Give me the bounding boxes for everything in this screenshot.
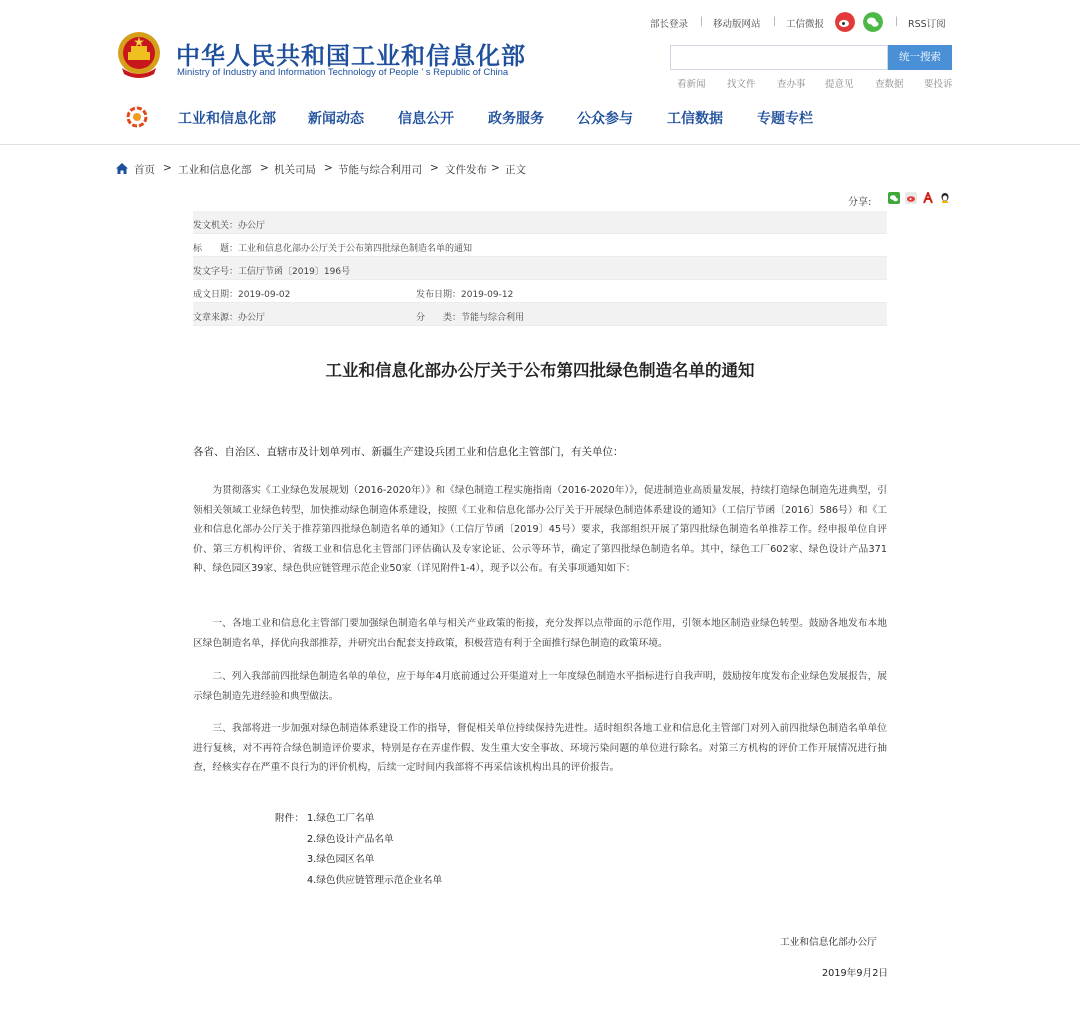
mobile-site-link[interactable]: 移动版网站 xyxy=(713,19,761,30)
nav-item-data[interactable]: 工信数据 xyxy=(667,111,723,127)
attachments-label: 附件： xyxy=(275,813,305,824)
nav-item-news[interactable]: 新闻动态 xyxy=(308,111,364,127)
quick-link-files[interactable]: 找文件 xyxy=(727,79,756,90)
article-paragraph: 为贯彻落实《工业绿色发展规划（2016-2020年）》和《绿色制造工程实施指南（2016-2020年）》，促进制造业高质量发展，持续打造绿色制造先进典型，引领相关领域工业绿色转型，加快推动绿色制造体系建设，按照《工业和信息化部办公厅关于开展绿色制造体系建设的通知》（工信厅节函〔2016〕586号）和《工业和信息化部办公厅关于推荐第四批绿色制造名单的通知》（工信厅节函〔2019〕45号）要求，我部组织开展了第四批绿色制造名单推荐工作。经申报单位自评价、第三方机构评价、省级工业和信息化主管部门评估确认及专家论证、公示等环节，确定了第四批绿色制造名单。其中，绿色工厂602家、绿色设计产品371种、绿色园区39家、绿色供应链管理示范企业50家（详见附件1-4），现予以公布。有关事项通知如下： xyxy=(193,485,887,575)
quick-link-data[interactable]: 查数据 xyxy=(875,79,904,90)
separator: | xyxy=(895,16,899,27)
breadcrumb-separator: > xyxy=(324,162,333,174)
breadcrumb-documents[interactable]: 文件发布 xyxy=(445,164,487,176)
meta-category: 分 类：节能与综合利用 xyxy=(416,313,525,323)
article-title: 工业和信息化部办公厅关于公布第四批绿色制造名单的通知 xyxy=(325,361,755,380)
meta-doc-number: 发文字号：工信厅节函〔2019〕196号 xyxy=(193,267,351,277)
separator: | xyxy=(700,16,704,27)
meta-row-dates xyxy=(193,280,887,303)
nav-item-miit[interactable]: 工业和信息化部 xyxy=(178,111,276,127)
breadcrumb-energy-dept[interactable]: 节能与综合利用司 xyxy=(338,164,422,176)
signature-date: 2019年9月2日 xyxy=(822,968,889,979)
national-emblem-icon[interactable] xyxy=(116,30,162,80)
share-label: 分享: xyxy=(848,197,872,208)
quick-link-suggestions[interactable]: 提意见 xyxy=(825,79,854,90)
meta-issuer: 发文机关：办公厅 xyxy=(193,221,266,231)
separator: | xyxy=(773,16,777,27)
article-paragraph: 三、我部将进一步加强对绿色制造体系建设工作的指导，督促相关单位持续保持先进性。适时组织各地工业和信息化主管部门对列入前四批绿色制造名单单位进行复核，对不再符合绿色制造评价要求，特别是存在弄虚作假、发生重大安全事故、环境污染问题的单位进行除名。对第三方机构的评价工作开展情况进行抽查，经核实存在严重不良行为的评价机构，后续一定时间内我部将不再采信该机构出具的评价报告。 xyxy=(193,723,887,774)
site-title[interactable]: 中华人民共和国工业和信息化部 xyxy=(176,42,526,70)
breadcrumb-separator: > xyxy=(260,162,269,174)
meta-created-date: 成文日期：2019-09-02 xyxy=(193,290,291,300)
weibo-report-link[interactable]: 工信微报 xyxy=(786,19,825,30)
article-greeting: 各省、自治区、直辖市及计划单列市、新疆生产建设兵团工业和信息化主管部门，有关单位： xyxy=(193,446,624,458)
breadcrumb-separator: > xyxy=(491,162,500,174)
minister-login-link[interactable]: 部长登录 xyxy=(650,19,689,30)
home-icon[interactable] xyxy=(116,163,128,174)
article-paragraph: 一、各地工业和信息化主管部门要加强绿色制造名单与相关产业政策的衔接，充分发挥以点带面的示范作用，引领本地区制造业绿色转型。鼓励各地发布本地区绿色制造名单，择优向我部推荐，并研究出台配套支持政策，积极营造有利于全面推行绿色制造的政策环境。 xyxy=(193,618,887,649)
nav-item-participation[interactable]: 公众参与 xyxy=(577,111,633,127)
meta-row-source xyxy=(193,303,887,326)
breadcrumb-separator: > xyxy=(163,162,172,174)
breadcrumb-miit[interactable]: 工业和信息化部 xyxy=(178,164,252,176)
weibo-share-icon[interactable] xyxy=(905,192,917,204)
nav-item-services[interactable]: 政务服务 xyxy=(488,111,544,127)
qq-share-icon[interactable] xyxy=(939,192,951,204)
wechat-icon[interactable] xyxy=(863,12,883,32)
top-links xyxy=(640,12,960,32)
meta-row-issuer xyxy=(193,211,887,234)
attachment-link[interactable]: 1.绿色工厂名单 xyxy=(307,813,375,824)
breadcrumb-home[interactable]: 首页 xyxy=(134,164,155,176)
weibo-icon[interactable] xyxy=(835,12,855,32)
quick-link-services[interactable]: 查办事 xyxy=(777,79,806,90)
meta-title: 标 题：工业和信息化部办公厅关于公布第四批绿色制造名单的通知 xyxy=(193,244,473,254)
nav-item-info-disclosure[interactable]: 信息公开 xyxy=(398,111,454,127)
unified-search-button[interactable]: 统一搜索 xyxy=(888,45,952,70)
quick-links xyxy=(672,76,972,90)
breadcrumb-current: 正文 xyxy=(505,164,526,176)
quick-link-news[interactable]: 看新闻 xyxy=(677,79,706,90)
breadcrumb-separator: > xyxy=(430,162,439,174)
meta-published-date: 发布日期：2019-09-12 xyxy=(416,290,514,300)
rss-link[interactable]: RSS订阅 xyxy=(908,19,946,30)
attachment-link[interactable]: 2.绿色设计产品名单 xyxy=(307,834,394,845)
search-input[interactable] xyxy=(670,45,888,70)
attachment-link[interactable]: 3.绿色园区名单 xyxy=(307,854,375,865)
meta-row-docno xyxy=(193,257,887,280)
article-paragraph: 二、列入我部前四批绿色制造名单的单位，应于每年4月底前通过公开渠道对上一年度绿色制造水平指标进行自我声明，鼓励按年度发布企业绿色发展报告，展示绿色制造先进经验和典型做法。 xyxy=(193,671,887,702)
quick-link-complaint[interactable]: 要投诉 xyxy=(924,79,953,90)
meta-row-title xyxy=(193,234,887,257)
site-subtitle: Ministry of Industry and Information Technology of People ' s Republic of China xyxy=(177,67,509,78)
breadcrumb-departments[interactable]: 机关司局 xyxy=(274,164,316,176)
attachment-link[interactable]: 4.绿色供应链管理示范企业名单 xyxy=(307,875,443,886)
wechat-share-icon[interactable] xyxy=(888,192,900,204)
site-header xyxy=(0,0,1080,145)
nav-item-topics[interactable]: 专题专栏 xyxy=(757,111,813,127)
meta-source: 文章来源：办公厅 xyxy=(193,313,266,323)
main-nav xyxy=(0,108,1080,128)
signature: 工业和信息化部办公厅 xyxy=(780,937,877,948)
pdf-icon[interactable] xyxy=(922,192,934,204)
